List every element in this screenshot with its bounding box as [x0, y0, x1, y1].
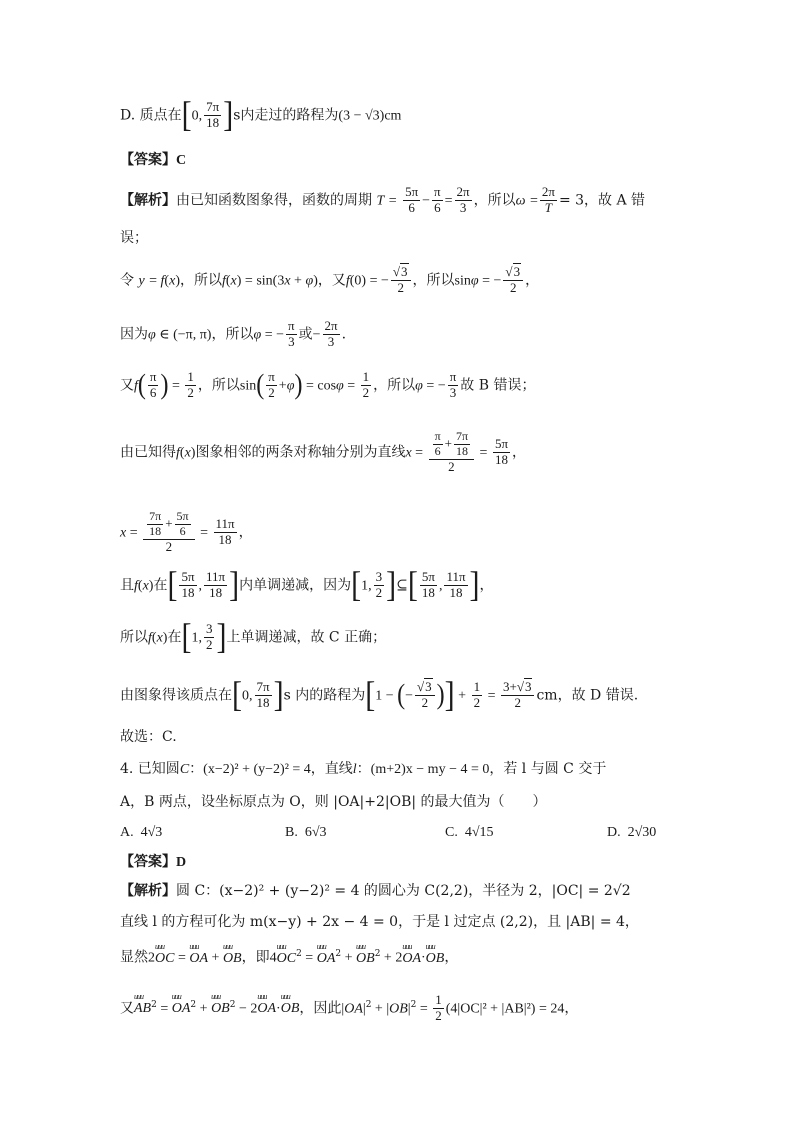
text: = 3，故 A 错 — [558, 192, 646, 209]
option-d: D. 2√30 — [607, 825, 657, 840]
answer-value: C — [176, 153, 187, 168]
text: 显然 — [120, 949, 148, 966]
line-equation: (m+2)x − my − 4 = 0 — [370, 762, 490, 777]
denominator: 18 — [206, 114, 220, 130]
fraction: $\frac{1}{2}$ — [187, 369, 194, 400]
text: 误； — [120, 230, 148, 246]
text: ，所以 — [473, 192, 516, 209]
answer-2-line — [120, 855, 186, 870]
text: s 内的路程为 — [283, 687, 366, 704]
interval-start: 0, — [191, 108, 203, 124]
text: ，直线 — [310, 761, 353, 777]
analysis-line-4: 因为φ ∈ (−π, π)，所以φ = − $\frac{\pi}{3}$ 或− $\frac{2\pi}{3}$ . — [120, 318, 347, 349]
unit-cm: cm — [384, 108, 402, 124]
conclusion: 故选：C. — [120, 729, 177, 745]
answer-label: 【答案】 — [120, 152, 176, 168]
text: ，所以 — [412, 272, 455, 289]
text: 由图象得该质点在 — [120, 687, 232, 704]
text: 所以 — [120, 629, 148, 646]
analysis-line-10: 由图象得该质点在[0, $\frac{7\pi}{18}$ ]s 内的路程为[1 − (− $\frac{√3}{2}$ )] + $\frac{1}{2}$ = $\frac{3+√3}{2}$ cm，故 D 错误. — [120, 675, 639, 715]
answer-label: 【答案】 — [120, 854, 176, 870]
fraction: $\frac{5\pi}{6}$ — [405, 184, 419, 215]
text: 由已知得 — [120, 444, 176, 461]
distance-value: (3 − √3) — [338, 108, 385, 124]
fraction: $\frac{\pi}{6}$ — [434, 184, 441, 215]
fraction: $\frac{1}{2}$ — [362, 369, 370, 400]
analysis-label: 【解析】 — [120, 192, 176, 209]
question-4-line-1: 4. 已知圆C：(x−2)² + (y−2)² = 4，直线l：(m+2)x − my − 4 = 0，若 l 与圆 C 交于 — [120, 761, 607, 777]
fraction: $\frac{\pi}{3}$ — [288, 318, 295, 349]
text: ，因此 — [299, 1000, 342, 1017]
text: 在 — [153, 577, 168, 594]
fraction: $\frac{5\pi}{18}$ — [494, 435, 509, 467]
fraction: $\frac{\pi}{2}$ — [268, 369, 275, 400]
bracket-right: ] — [223, 95, 234, 135]
fraction: $\frac{\pi}{3}$ — [449, 369, 457, 400]
text: 或 — [298, 326, 313, 343]
option-d-mid: s内走过的路程为 — [233, 107, 339, 124]
text: 由已知函数图象得，函数的周期 — [176, 192, 372, 209]
text: 上单调递减，故 C 正确； — [226, 629, 387, 646]
option-d-prefix: D. 质点在 — [120, 107, 182, 124]
text: ，所以 — [211, 326, 254, 343]
fraction: $\frac{2\pi}{3}$ — [456, 184, 470, 215]
analysis-label: 【解析】 — [120, 883, 176, 899]
text: 圆 C：(x−2)² + (y−2)² = 4 的圆心为 C(2,2)，半径为 2，|OC| = 2√2 — [176, 883, 631, 899]
fraction: $\frac{√3}{2}$ — [503, 265, 523, 296]
analysis-line-5: 又f( $\frac{\pi}{6}$ ) = $\frac{1}{2}$ ，所以sin( $\frac{\pi}{2}$ +φ) = cosφ = $\frac{1}{2}$ ，所以φ = − $\frac{\pi}{3}$ 故 B 错误； — [120, 369, 536, 402]
text: ，又 — [317, 272, 346, 289]
analysis-line-8: 且f(x)在[ $\frac{5\pi}{18}$ , $\frac{11\pi}{18}$ ]内单调递减，因为[1, $\frac{3}{2}$ ]⊆[ $\frac{5\pi}{18}$ , $\frac{11\pi}{18}$ ]， — [120, 565, 494, 605]
option-b: B. 6√3 — [285, 825, 327, 840]
text: cm，故 D 错误. — [536, 687, 639, 704]
compound-fraction: $\frac{7\pi}{18}$ + $\frac{5\pi}{6}$ 2 — [143, 510, 194, 555]
question-4-line-2 — [120, 795, 547, 809]
text: ，所以 — [373, 377, 416, 394]
analysis-2-line-1 — [120, 884, 631, 898]
text: ，所以 — [179, 272, 222, 289]
fraction: $\frac{2\pi}{T}$ — [541, 184, 555, 215]
fraction-7pi-18 — [204, 100, 221, 131]
bracket-left: [ — [181, 95, 192, 135]
analysis-line-3: 令 y = f(x)，所以f(x) = sin(3x + φ)，又f(0) = − $\frac{√3}{2}$ ，所以sinφ = − $\frac{√3}{2}$ ， — [120, 264, 540, 295]
text: 且 — [120, 577, 134, 594]
option-c: C. 4√15 — [445, 825, 494, 840]
analysis-line-9: 所以f(x)在[1, $\frac{3}{2}$ ]上单调递减，故 C 正确； — [120, 617, 387, 657]
circle-equation: (x−2)² + (y−2)² = 4 — [203, 762, 311, 777]
text: 内单调递减，因为 — [239, 577, 352, 594]
analysis-line-7: x = $\frac{7\pi}{18}$ + $\frac{5\pi}{6}$ 2 = $\frac{11\pi}{18}$ ， — [120, 509, 253, 554]
fraction: $\frac{\pi}{6}$ — [149, 369, 157, 400]
numerator: 7π — [206, 99, 220, 114]
analysis-line-1: 【解析】由已知函数图象得，函数的周期 T = $\frac{5\pi}{6}$ − $\frac{\pi}{6}$ = $\frac{2\pi}{3}$ ，所以ω = $\frac{2\pi}{T}$ = 3，故 A 错 — [120, 184, 646, 215]
text: 4. 已知圆 — [120, 761, 180, 777]
fraction: $\frac{11\pi}{18}$ — [215, 515, 235, 547]
fraction: $\frac{√3}{2}$ — [391, 265, 411, 296]
fraction: $\frac{2\pi}{3}$ — [324, 318, 338, 349]
analysis-line-2 — [120, 231, 148, 245]
text: 又 — [120, 1000, 134, 1017]
text: 直线 l 的方程可化为 m(x−y) + 2x − 4 = 0，于是 l 过定点 (2,2)，且 |AB| = 4， — [120, 914, 639, 930]
text: (4|OC|² + |AB|²) = 24， — [445, 1001, 579, 1017]
text: 令 — [120, 272, 134, 289]
text: A，B 两点，设坐标原点为 O，则 |OA|+2|OB| 的最大值为（ ） — [120, 794, 547, 810]
text: ，所以 — [197, 377, 240, 394]
text: 图象相邻的两条对称轴分别为直线 — [195, 444, 406, 461]
text: ，若 l 与圆 C 交于 — [489, 761, 607, 777]
text: 故 B 错误； — [460, 377, 536, 394]
option-a: A. 4√3 — [120, 825, 163, 840]
text: ，即 — [241, 949, 270, 966]
answer-value: D — [176, 855, 187, 870]
text: 因为 — [120, 326, 148, 343]
option-d-line — [120, 95, 402, 135]
analysis-2-line-2 — [120, 915, 639, 929]
analysis-2-line-3: 显然2uuu OC = uuu OA + uuu OB，即4uuu $OC^2$ = uuu $OA^2$ + uuu $OB^2 + 2uuu$ OA·uuu OB， — [120, 950, 458, 966]
text: 在 — [167, 629, 182, 646]
compound-fraction: $\frac{\pi}{6}$ + $\frac{7\pi}{18}$ 2 — [429, 430, 474, 475]
conclusion-line — [120, 730, 177, 744]
analysis-line-6: 由已知得f(x)图象相邻的两条对称轴分别为直线x = $\frac{\pi}{6}$ + $\frac{7\pi}{18}$ 2 = $\frac{5\pi}{18}$ ， — [120, 429, 527, 474]
text: 又 — [120, 377, 134, 394]
answer-line — [120, 153, 186, 168]
analysis-2-line-4: 又uuu $AB^2$ = uuu $OA^2$ + uuu $OB^2 - 2uuu$ OA·uuu OB，因此$|OA|^2 + |OB|^2$ = $\frac{1}{2}$ (4|OC|² + |AB|²) = 24， — [120, 993, 578, 1024]
